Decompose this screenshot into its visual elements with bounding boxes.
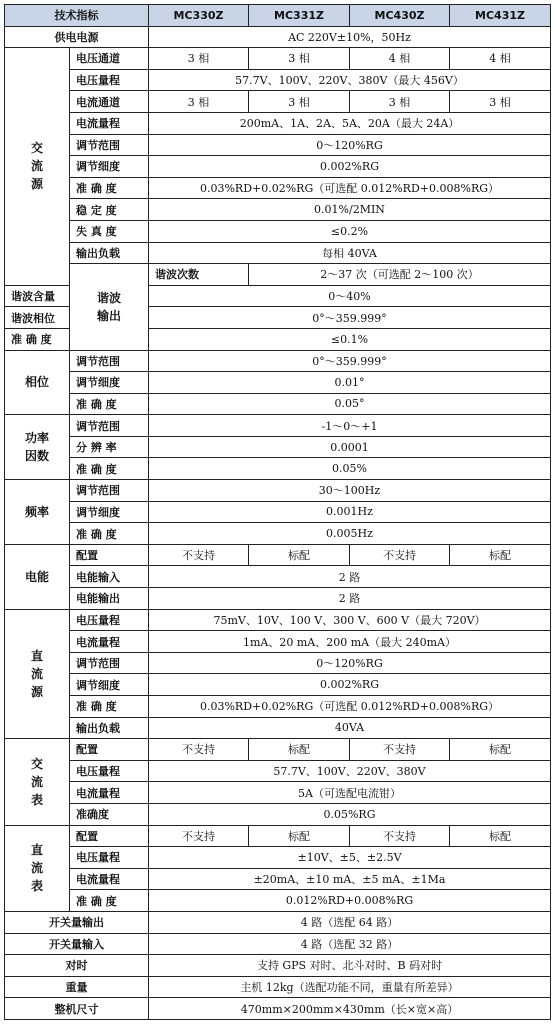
model-value-cell: 4 相 — [450, 48, 551, 70]
group-label: 电能 — [5, 544, 70, 609]
row-label: 调节范围 — [70, 480, 149, 502]
spec-row — [5, 26, 551, 48]
spec-row — [5, 911, 551, 933]
model-value-cell: 不支持 — [149, 825, 249, 847]
spec-row — [5, 177, 551, 199]
value-cell: 40VA — [149, 717, 551, 739]
spec-row — [5, 566, 551, 588]
header-row — [5, 5, 551, 27]
group-label: 交 流 表 — [5, 739, 70, 825]
value-cell: 2 路 — [149, 588, 551, 610]
value-cell: 0.05%RG — [149, 803, 551, 825]
model-header: MC331Z — [249, 5, 350, 27]
row-label: 调节范围 — [70, 652, 149, 674]
spec-row — [5, 825, 551, 847]
row-label: 配置 — [70, 825, 149, 847]
spec-row — [5, 760, 551, 782]
row-label: 稳 定 度 — [70, 199, 149, 221]
row-label: 电流量程 — [70, 868, 149, 890]
value-cell: 0.002%RG — [149, 156, 551, 178]
row-label: 失 真 度 — [70, 220, 149, 242]
group-label: 谐波 输出 — [70, 264, 149, 350]
row-label: 谐波次数 — [149, 264, 249, 286]
row-label: 输出负载 — [70, 717, 149, 739]
model-value-cell: 不支持 — [350, 825, 450, 847]
row-label: 准 确 度 — [70, 458, 149, 480]
value-cell: 4 路（选配 32 路） — [149, 933, 551, 955]
row-label: 输出负载 — [70, 242, 149, 264]
value-cell: 0.002%RG — [149, 674, 551, 696]
model-value-cell: 不支持 — [149, 739, 249, 761]
value-cell: 1mA、20 mA、200 mA（最大 240mA） — [149, 631, 551, 653]
row-label: 谐波相位 — [5, 307, 70, 329]
group-label: 直 流 表 — [5, 825, 70, 911]
row-label: 电流通道 — [70, 91, 149, 113]
row-label: 准 确 度 — [5, 328, 70, 350]
model-value-cell: 不支持 — [350, 544, 450, 566]
spec-row — [5, 955, 551, 977]
spec-row — [5, 264, 551, 286]
row-label: 准 确 度 — [70, 696, 149, 718]
row-label: 重量 — [5, 976, 149, 998]
model-header: MC431Z — [450, 5, 551, 27]
row-label: 调节细度 — [70, 501, 149, 523]
spec-row — [5, 242, 551, 264]
row-label: 准确度 — [70, 803, 149, 825]
value-cell: 0.01%/2MIN — [149, 199, 551, 221]
row-label: 配置 — [70, 544, 149, 566]
value-cell: 2～37 次（可选配 2～100 次） — [249, 264, 551, 286]
row-label: 电压量程 — [70, 760, 149, 782]
value-cell: ±20mA、±10 mA、±5 mA、±1Ma — [149, 868, 551, 890]
value-cell: 0.03%RD+0.02%RG（可选配 0.012%RD+0.008%RG） — [149, 696, 551, 718]
model-value-cell: 3 相 — [149, 91, 249, 113]
group-label: 功率 因数 — [5, 415, 70, 480]
spec-body — [5, 26, 551, 1019]
row-label: 谐波含量 — [5, 285, 70, 307]
value-cell: ±10V、±5、±2.5V — [149, 847, 551, 869]
row-label: 调节范围 — [70, 134, 149, 156]
spec-row — [5, 782, 551, 804]
value-cell: 57.7V、100V、220V、380V — [149, 760, 551, 782]
row-label: 调节细度 — [70, 674, 149, 696]
group-label: 频率 — [5, 480, 70, 545]
value-cell: ≤0.2% — [149, 220, 551, 242]
value-cell: 0.01° — [149, 372, 551, 394]
header-title: 技术指标 — [5, 5, 149, 27]
row-label: 电能输入 — [70, 566, 149, 588]
group-label: 直 流 源 — [5, 609, 70, 739]
value-cell: 0.012%RD+0.008%RG — [149, 890, 551, 912]
model-header: MC330Z — [149, 5, 249, 27]
value-cell: 470mm×200mm×430mm（长×宽×高） — [149, 998, 551, 1020]
spec-row — [5, 458, 551, 480]
spec-row — [5, 609, 551, 631]
group-label: 相位 — [5, 350, 70, 415]
value-cell: 200mA、1A、2A、5A、20A（最大 24A） — [149, 112, 551, 134]
value-cell: 57.7V、100V、220V、380V（最大 456V） — [149, 69, 551, 91]
value-cell: 0.001Hz — [149, 501, 551, 523]
spec-row — [5, 631, 551, 653]
spec-row — [5, 134, 551, 156]
model-value-cell: 3 相 — [450, 91, 551, 113]
spec-row — [5, 199, 551, 221]
spec-row — [5, 372, 551, 394]
value-cell: 0.0001 — [149, 436, 551, 458]
spec-row — [5, 48, 551, 70]
value-cell: ≤0.1% — [149, 328, 551, 350]
row-label: 开关量输入 — [5, 933, 149, 955]
spec-row — [5, 480, 551, 502]
model-value-cell: 标配 — [450, 739, 551, 761]
spec-row — [5, 890, 551, 912]
value-cell: 0～120%RG — [149, 134, 551, 156]
value-cell: 0～120%RG — [149, 652, 551, 674]
model-value-cell: 不支持 — [149, 544, 249, 566]
row-label: 准 确 度 — [70, 523, 149, 545]
row-label: 整机尺寸 — [5, 998, 149, 1020]
spec-row — [5, 588, 551, 610]
value-cell: 75mV、10V、100 V、300 V、600 V（最大 720V） — [149, 609, 551, 631]
spec-row — [5, 976, 551, 998]
spec-row — [5, 69, 551, 91]
row-label: 电压量程 — [70, 69, 149, 91]
row-label: 电压量程 — [70, 609, 149, 631]
value-cell: 4 路（选配 64 路） — [149, 911, 551, 933]
spec-row — [5, 847, 551, 869]
model-value-cell: 3 相 — [149, 48, 249, 70]
row-label: 对时 — [5, 955, 149, 977]
spec-row — [5, 739, 551, 761]
row-label: 准 确 度 — [70, 393, 149, 415]
group-label: 交 流 源 — [5, 48, 70, 286]
row-label: 分 辨 率 — [70, 436, 149, 458]
row-label: 电压量程 — [70, 847, 149, 869]
model-value-cell: 标配 — [450, 544, 551, 566]
spec-row — [5, 523, 551, 545]
value-cell: 每相 40VA — [149, 242, 551, 264]
row-label: 准 确 度 — [70, 177, 149, 199]
model-value-cell: 标配 — [249, 825, 350, 847]
row-label: 电压通道 — [70, 48, 149, 70]
spec-row — [5, 393, 551, 415]
spec-row — [5, 674, 551, 696]
spec-row — [5, 868, 551, 890]
row-label: 电能输出 — [70, 588, 149, 610]
model-value-cell: 3 相 — [350, 91, 450, 113]
row-label: 电流量程 — [70, 112, 149, 134]
value-cell: 0.05% — [149, 458, 551, 480]
spec-row — [5, 501, 551, 523]
spec-row — [5, 933, 551, 955]
value-cell: 30～100Hz — [149, 480, 551, 502]
model-value-cell: 不支持 — [350, 739, 450, 761]
row-label: 电流量程 — [70, 782, 149, 804]
value-cell: 0°～359.999° — [149, 307, 551, 329]
model-value-cell: 标配 — [450, 825, 551, 847]
row-label: 调节范围 — [70, 350, 149, 372]
row-label: 供电电源 — [5, 26, 149, 48]
value-cell: 0.03%RD+0.02%RG（可选配 0.012%RD+0.008%RG） — [149, 177, 551, 199]
spec-row — [5, 696, 551, 718]
model-value-cell: 3 相 — [249, 48, 350, 70]
spec-row — [5, 350, 551, 372]
row-label: 调节范围 — [70, 415, 149, 437]
spec-table — [4, 4, 551, 1020]
model-value-cell: 标配 — [249, 739, 350, 761]
row-label: 配置 — [70, 739, 149, 761]
value-cell: AC 220V±10%，50Hz — [149, 26, 551, 48]
value-cell: 2 路 — [149, 566, 551, 588]
spec-row — [5, 436, 551, 458]
spec-row — [5, 156, 551, 178]
value-cell: 0.005Hz — [149, 523, 551, 545]
model-value-cell: 3 相 — [249, 91, 350, 113]
spec-row — [5, 803, 551, 825]
value-cell: 0°～359.999° — [149, 350, 551, 372]
model-value-cell: 4 相 — [350, 48, 450, 70]
value-cell: 5A（可选配电流钳） — [149, 782, 551, 804]
spec-row — [5, 998, 551, 1020]
spec-row — [5, 415, 551, 437]
value-cell: 0.05° — [149, 393, 551, 415]
spec-row — [5, 112, 551, 134]
model-value-cell: 标配 — [249, 544, 350, 566]
row-label: 开关量输出 — [5, 911, 149, 933]
row-label: 电流量程 — [70, 631, 149, 653]
model-header: MC430Z — [350, 5, 450, 27]
value-cell: 支持 GPS 对时、北斗对时、B 码对时 — [149, 955, 551, 977]
row-label: 调节细度 — [70, 156, 149, 178]
spec-row — [5, 220, 551, 242]
spec-row — [5, 717, 551, 739]
spec-row — [5, 652, 551, 674]
value-cell: 0～40% — [149, 285, 551, 307]
value-cell: 主机 12kg（选配功能不同，重量有所差异） — [149, 976, 551, 998]
spec-row — [5, 91, 551, 113]
value-cell: -1～0～+1 — [149, 415, 551, 437]
spec-row — [5, 544, 551, 566]
row-label: 准 确 度 — [70, 890, 149, 912]
row-label: 调节细度 — [70, 372, 149, 394]
